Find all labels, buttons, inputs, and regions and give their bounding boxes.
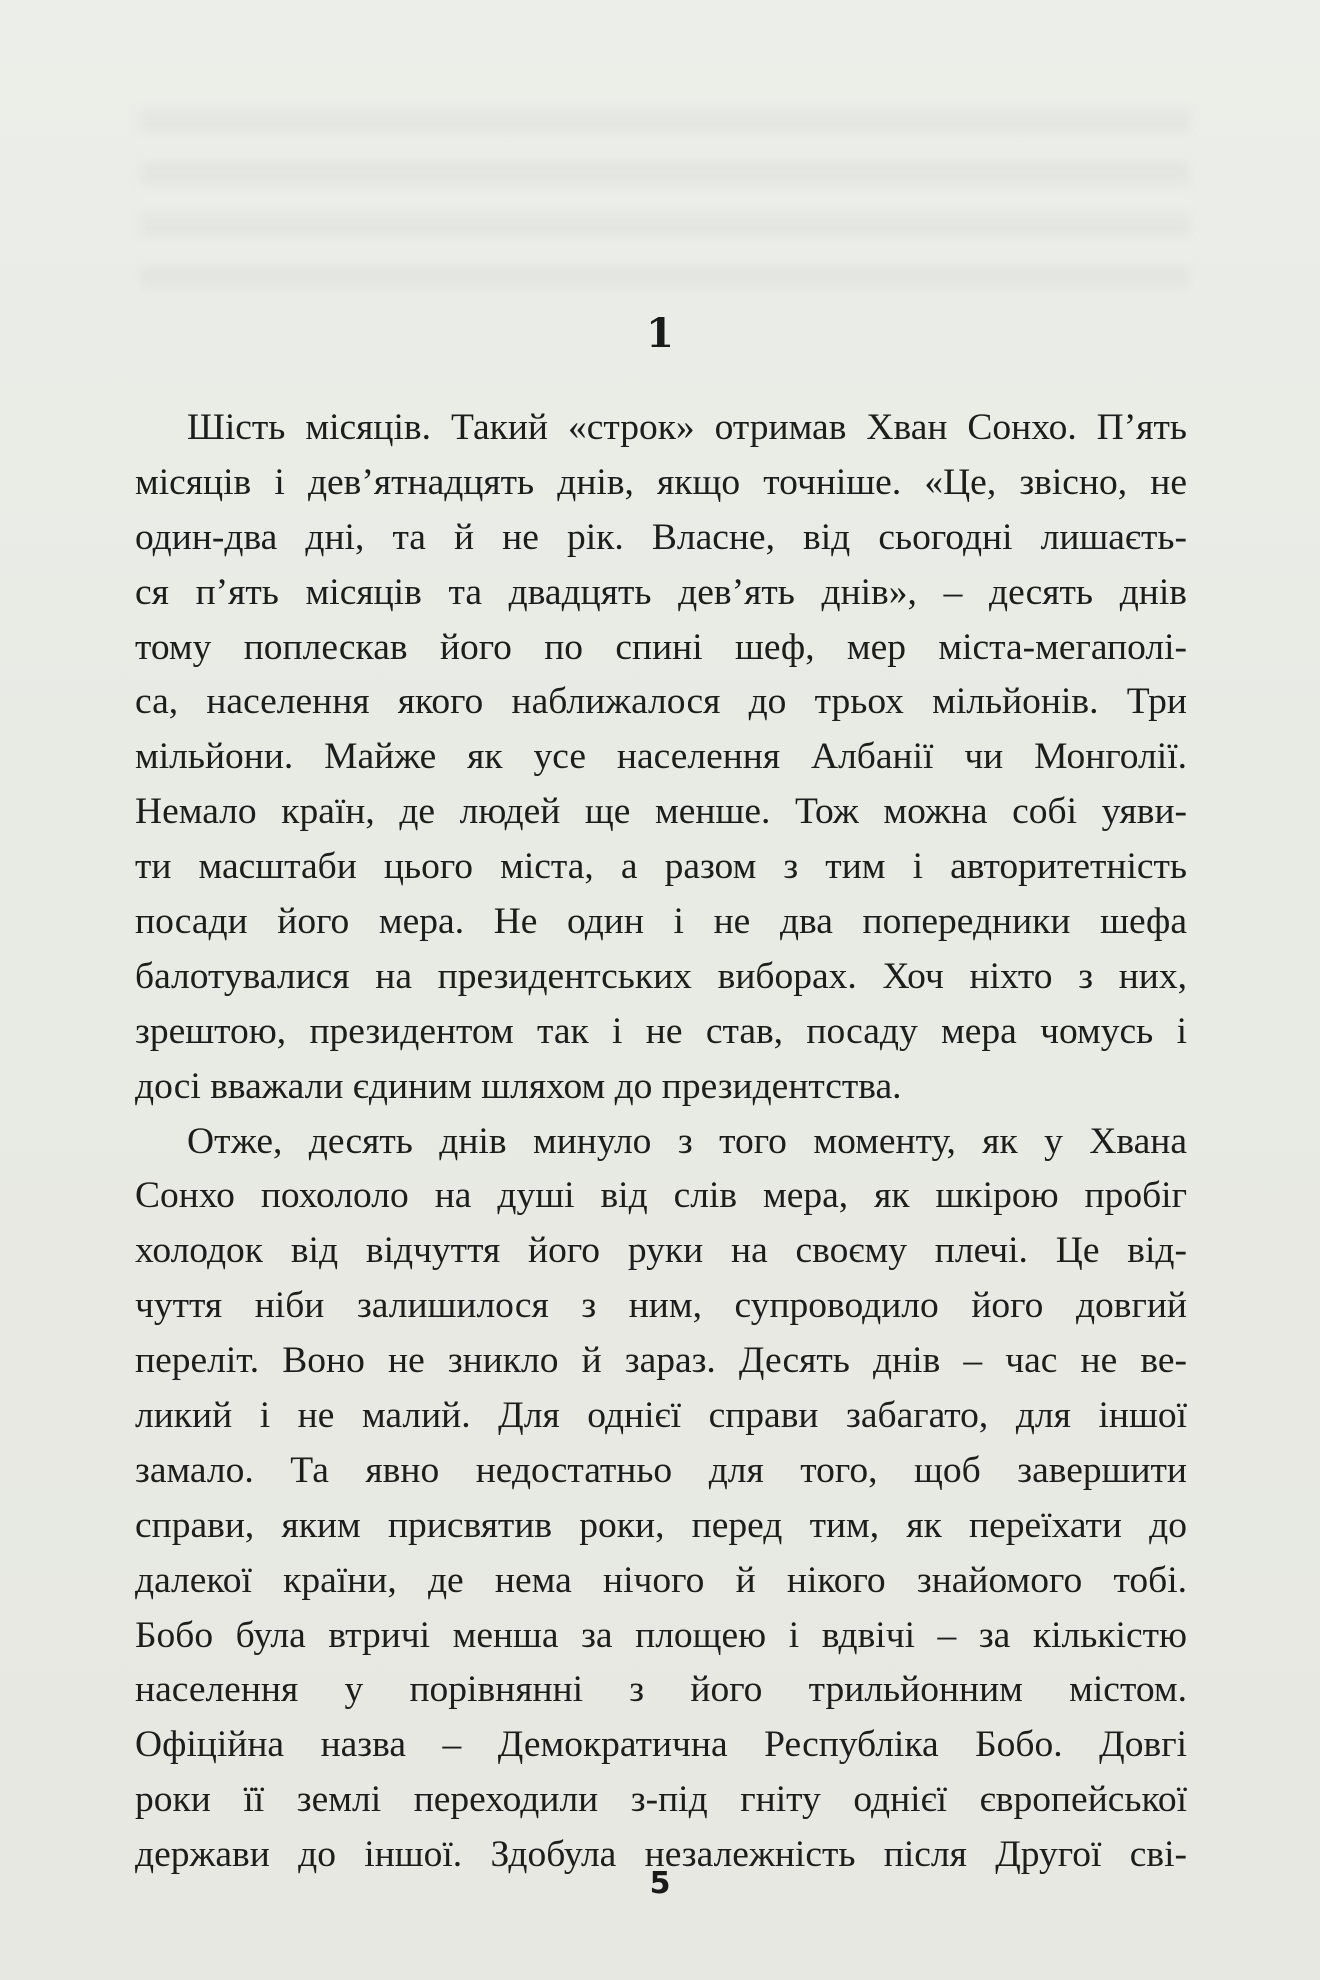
text-line: замало. Та явно недостатньо для того, щоб завершити [135, 1449, 1187, 1491]
text-line: Офіційна назва – Демократична Республіка Бобо. Довгі [135, 1724, 1187, 1766]
text-line: роки її землі переходили з-під гніту однієї європейської [135, 1779, 1187, 1821]
text-line: посади його мера. Не один і не два попередники шефа [135, 901, 1187, 943]
bleed-through-shadow [140, 214, 1190, 236]
text-line: досі вважали єдиним шляхом до президентства. [135, 1065, 902, 1107]
text-line: Шість місяців. Такий «строк» отримав Хван Сонхо. П’ять [187, 407, 1187, 448]
text-line: тому поплескав його по спині шеф, мер міста-мегаполі- [135, 626, 1187, 668]
text-line: справи, яким присвятив роки, перед тим, як переїхати до [135, 1504, 1187, 1546]
bleed-through-shadow [140, 266, 1190, 288]
text-line: холодок від відчуття його руки на своєму плечі. Це від- [135, 1230, 1187, 1272]
chapter-number: 1 [646, 310, 674, 357]
text-line: са, населення якого наближалося до трьох мільйонів. Три [135, 681, 1187, 723]
text-line: зрештою, президентом так і не став, посаду мера чомусь і [135, 1010, 1187, 1052]
text-line: населення у порівнянні з його трильйонним містом. [135, 1669, 1187, 1711]
text-line: переліт. Воно не зникло й зараз. Десять днів – час не ве- [135, 1340, 1187, 1382]
bleed-through-shadow [140, 110, 1190, 132]
text-line: ти масштаби цього міста, а разом з тим і авторитетність [135, 846, 1187, 888]
paragraph-2 [135, 1115, 1187, 1883]
text-line: місяців і дев’ятнадцять днів, якщо точніше. «Це, звісно, не [135, 461, 1187, 503]
text-line: ликий і не малий. Для однієї справи забагато, для іншої [135, 1395, 1187, 1437]
text-line: Отже, десять днів минуло з того моменту, як у Хвана [187, 1120, 1187, 1162]
paragraph-1 [135, 401, 1187, 1115]
text-line: держави до іншої. Здобула незалежність після Другої сві- [135, 1834, 1187, 1876]
bleed-through-shadow [140, 162, 1190, 184]
text-line: чуття ніби залишилося з ним, супроводило його довгий [135, 1285, 1187, 1327]
text-line: Сонхо похололо на душі від слів мера, як шкірою пробіг [135, 1175, 1187, 1217]
text-line: один-два дні, та й не рік. Власне, від сьогодні лишаєть- [135, 516, 1187, 558]
body-text [135, 401, 1187, 1883]
page-number: 5 [649, 1866, 671, 1901]
text-line: далекої країни, де нема нічого й нікого знайомого тобі. [135, 1559, 1187, 1601]
text-line: ся п’ять місяців та двадцять дев’ять днів», – десять днів [135, 571, 1187, 613]
text-line: мільйони. Майже як усе населення Албанії чи Монголії. [135, 736, 1187, 778]
text-line: балотувалися на президентських виборах. Хоч ніхто з них, [135, 955, 1187, 997]
text-line: Немало країн, де людей ще менше. Тож можна собі уяви- [135, 791, 1187, 833]
text-line: Бобо була втричі менша за площею і вдвічі – за кількістю [135, 1614, 1187, 1656]
